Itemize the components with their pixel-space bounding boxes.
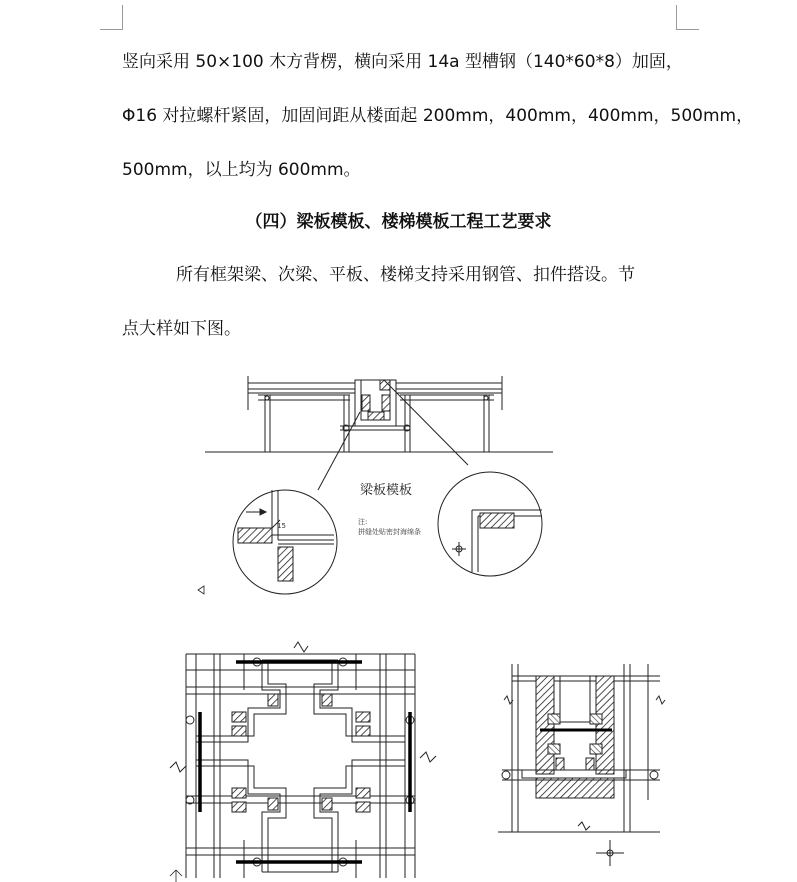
body-line-1: 所有框架梁、次梁、平板、楼梯支持采用钢管、扣件搭设。节 xyxy=(176,265,635,285)
column-beam-junction-plan xyxy=(170,642,436,878)
figure-note-label: 注: xyxy=(358,518,368,526)
figure-title: 梁板模板 xyxy=(360,483,413,498)
section-heading: （四）梁板模板、楼梯模板工程工艺要求 xyxy=(245,212,552,232)
paragraph-line-1: 竖向采用 50×100 木方背楞，横向采用 14a 型槽钢（140*60*8）加固， xyxy=(122,52,683,72)
body-line-2: 点大样如下图。 xyxy=(122,319,241,339)
paragraph-line-3: 500mm，以上均为 600mm。 xyxy=(122,160,361,180)
paragraph-line-2: Φ16 对拉螺杆紧固，加固间距从楼面起 200mm，400mm，400mm，500mm， xyxy=(122,106,754,126)
tie-bolts xyxy=(200,662,410,862)
detail-circle-right xyxy=(438,472,542,576)
figure-note-text: 拼缝处贴密封海绵条 xyxy=(358,528,421,536)
beam-cross-section xyxy=(498,664,665,866)
dimension-label: 15 xyxy=(277,522,286,530)
detail-circle-left xyxy=(233,490,337,594)
